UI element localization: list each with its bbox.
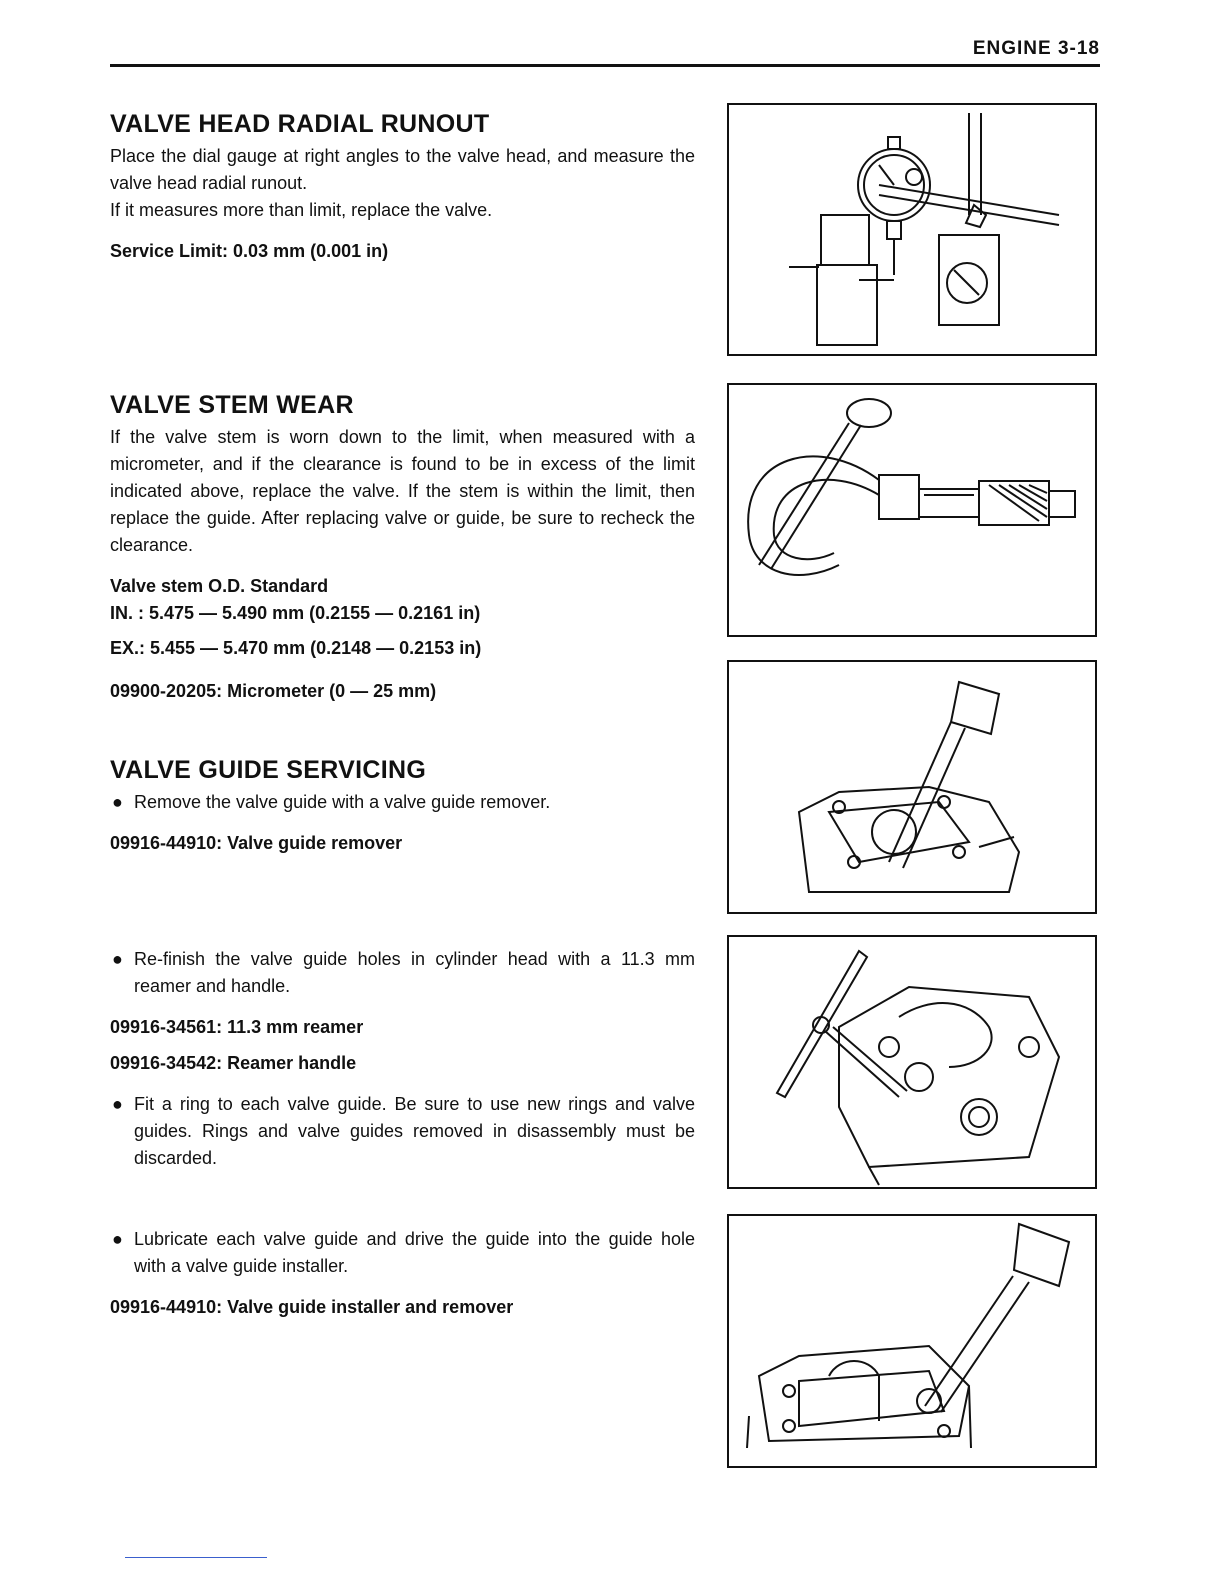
- list-item: [110, 946, 695, 1000]
- list-item-text: Remove the valve guide with a valve guide remover.: [134, 792, 551, 812]
- section-guide-servicing: [110, 756, 695, 857]
- section-heading: VALVE STEM WEAR: [110, 391, 354, 419]
- section-stem-wear: [110, 391, 695, 705]
- paragraph: Place the dial gauge at right angles to the valve head, and measure the valve head radial runout.: [110, 146, 695, 193]
- figure-dial-gauge: [727, 103, 1097, 356]
- section-heading: VALVE HEAD RADIAL RUNOUT: [110, 110, 490, 138]
- spec-ex: EX.: 5.455 — 5.470 mm (0.2148 — 0.2153 in): [110, 638, 482, 658]
- page-header: [110, 38, 1100, 68]
- service-limit: Service Limit: 0.03 mm (0.001 in): [110, 241, 389, 261]
- tool-reamer: 09916-34561: 11.3 mm reamer: [110, 1017, 364, 1037]
- paragraph: If it measures more than limit, replace the valve.: [110, 200, 493, 220]
- figure-reamer: [727, 935, 1097, 1189]
- tool-guide-installer: 09916-44910: Valve guide installer and remover: [110, 1297, 514, 1317]
- bullet-glyph: ●: [112, 1229, 123, 1249]
- tool-micrometer: 09900-20205: Micrometer (0 — 25 mm): [110, 681, 437, 701]
- header-rule: [110, 64, 1100, 67]
- tool-reamer-handle: 09916-34542: Reamer handle: [110, 1053, 357, 1073]
- section-reamer: [110, 946, 695, 1172]
- section-heading: VALVE GUIDE SERVICING: [110, 756, 427, 784]
- page-title: ENGINE 3-18: [972, 38, 1100, 59]
- list-item-text: Lubricate each valve guide and drive the guide into the guide hole with a valve guide installer.: [134, 1229, 695, 1276]
- list-item-text: Re-finish the valve guide holes in cylinder head with a 11.3 mm reamer and handle.: [134, 949, 695, 996]
- bullet-glyph: ●: [112, 792, 123, 812]
- spec-in: IN. : 5.475 — 5.490 mm (0.2155 — 0.2161 in): [110, 603, 481, 623]
- paragraph: If the valve stem is worn down to the limit, when measured with a micrometer, and if the clearance is found to be in excess of the limit indicated above, replace the valve. If the stem is within the limit, then replace the guide. After replacing valve or guide, be sure to recheck the clearance.: [110, 427, 695, 555]
- figure-micrometer: [727, 383, 1097, 637]
- figure-guide-remover: [727, 660, 1097, 914]
- list-item-text: Fit a ring to each valve guide. Be sure to use new rings and valve guides. Rings and valve guides removed in disassembly must be discarded.: [134, 1094, 695, 1168]
- list-item: [110, 1091, 695, 1172]
- section-radial-runout: [110, 110, 695, 265]
- bullet-glyph: ●: [112, 949, 123, 969]
- footer-link-line: [125, 1557, 267, 1558]
- spec-title: Valve stem O.D. Standard: [110, 576, 329, 596]
- section-installer: [110, 1226, 695, 1321]
- figure-guide-installer: [727, 1214, 1097, 1468]
- list-item: [110, 789, 695, 816]
- list-item: [110, 1226, 695, 1280]
- bullet-glyph: ●: [112, 1094, 123, 1114]
- tool-guide-remover: 09916-44910: Valve guide remover: [110, 833, 403, 853]
